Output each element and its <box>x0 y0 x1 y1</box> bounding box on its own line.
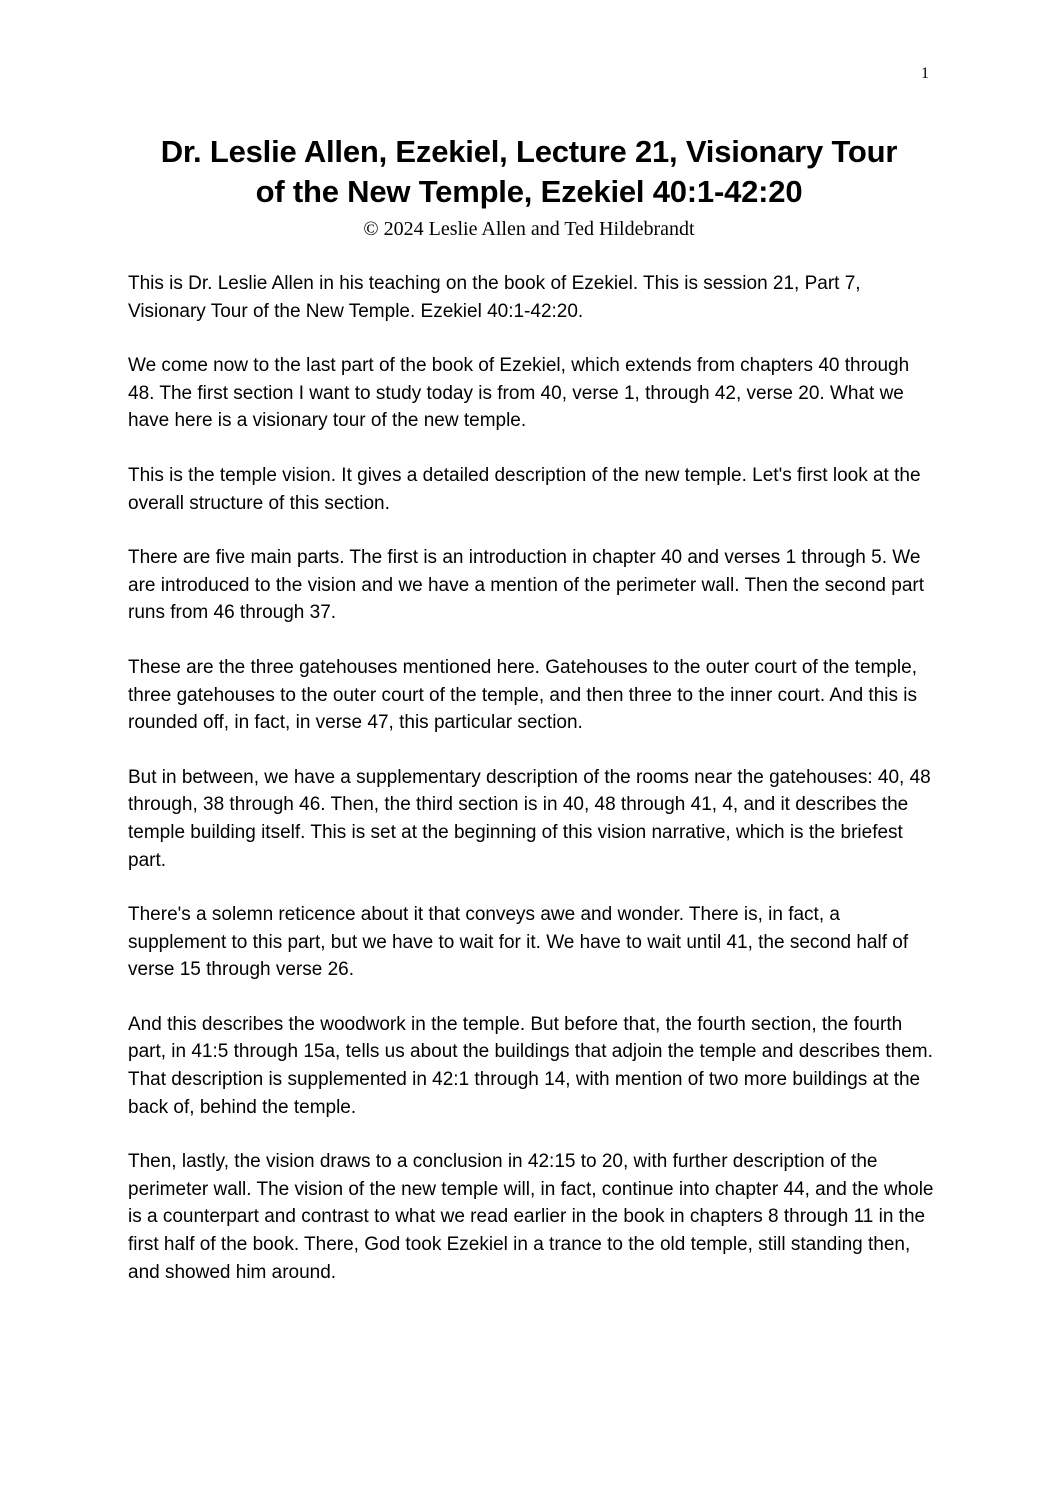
lecture-body <box>128 270 936 1313</box>
page-title <box>100 132 958 212</box>
paragraph: But in between, we have a supplementary description of the rooms near the gatehouses: 40, 48 through, 38 through 46. Then, the third section is in 40, 48 through 41, 4, and it describes the temple building itself. This is set at the beginning of this vision narrative, which is the briefest part. <box>128 766 931 871</box>
paragraph: And this describes the woodwork in the temple. But before that, the fourth section, the fourth part, in 41:5 through 15a, tells us about the buildings that adjoin the temple and describes them. That description is supplemented in 42:1 through 14, with mention of two more buildings at the back of, behind the temple. <box>128 1013 933 1118</box>
paragraph: There are five main parts. The first is an introduction in chapter 40 and verses 1 through 5. We are introduced to the vision and we have a mention of the perimeter wall. Then the second part runs from 46 through 37. <box>128 547 925 624</box>
paragraph: Then, lastly, the vision draws to a conclusion in 42:15 to 20, with further description of the perimeter wall. The vision of the new temple will, in fact, continue into chapter 44, and the whole is a counterpart and contrast to what we read earlier in the book in chapters 8 through 11 in the first half of the book. There, God took Ezekiel in a trance to the old temple, still standing then, and showed him around. <box>128 1151 934 1283</box>
paragraph: These are the three gatehouses mentioned here. Gatehouses to the outer court of the temple, three gatehouses to the outer court of the temple, and then three to the inner court. And this is rounded off, in fact, in verse 47, this particular section. <box>128 656 918 734</box>
paragraph: We come now to the last part of the book of Ezekiel, which extends from chapters 40 through 48. The first section I want to study today is from 40, verse 1, through 42, verse 20. What we have here is a visionary tour of the new temple. <box>128 355 910 432</box>
paragraph: There's a solemn reticence about it that conveys awe and wonder. There is, in fact, a supplement to this part, but we have to wait for it. We have to wait until 41, the second half of verse 15 through verse 26. <box>128 904 909 981</box>
title-line-1: Dr. Leslie Allen, Ezekiel, Lecture 21, Visionary Tour <box>160 134 898 169</box>
copyright-line: © 2024 Leslie Allen and Ted Hildebrandt <box>363 218 695 240</box>
page-number: 1 <box>921 65 929 82</box>
title-line-2: of the New Temple, Ezekiel 40:1-42:20 <box>255 174 803 209</box>
paragraph: This is Dr. Leslie Allen in his teaching on the book of Ezekiel. This is session 21, Part 7, Visionary Tour of the New Temple. Ezekiel 40:1-42:20. <box>128 273 861 322</box>
paragraph: This is the temple vision. It gives a detailed description of the new temple. Let's first look at the overall structure of this section. <box>128 464 921 514</box>
